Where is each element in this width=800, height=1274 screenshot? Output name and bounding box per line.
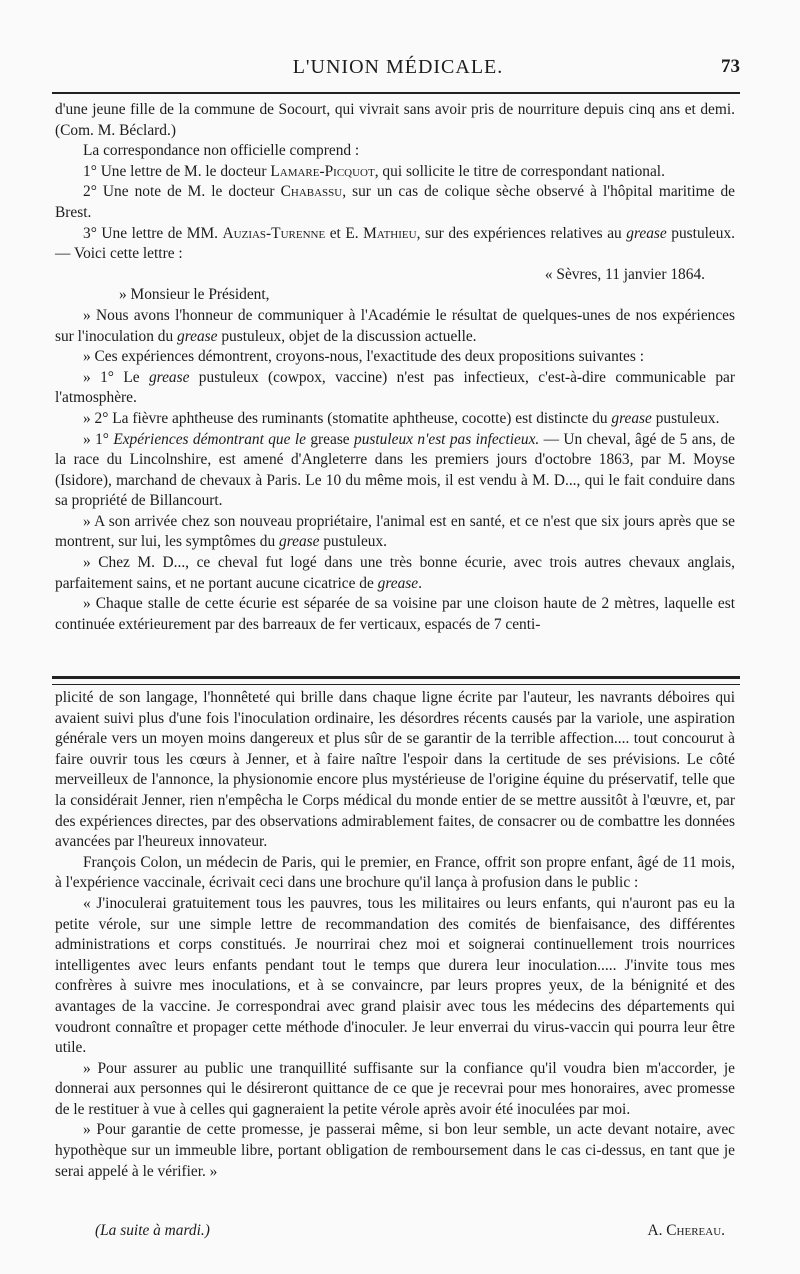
- paragraph: La correspondance non officielle comprend :: [83, 142, 360, 160]
- quoted-paragraph: » Pour garantie de cette promesse, je passerai même, si bon leur semble, un acte devant notaire, avec hypothèque sur un immeuble libre, portant obligation de remboursement dans le cas ci-dessus, en tant que je serai appelé à le vérifier. »: [55, 1121, 735, 1180]
- paragraph: » Nous avons l'honneur de communiquer à l'Académie le résultat de quelques-unes de nos expériences sur l'inoculation du grease pustuleux, objet de la discussion actuelle.: [55, 306, 735, 345]
- person-name: Chabassu: [280, 183, 343, 201]
- person-name: Mathieu: [363, 224, 417, 242]
- page-header: [56, 50, 740, 86]
- letter-dateline: « Sèvres, 11 janvier 1864.: [544, 265, 705, 283]
- person-name: Lamare-Picquot: [270, 162, 375, 180]
- page-number: 73: [721, 56, 740, 77]
- paragraph: » 1° Expériences démontrant que le grease pustuleux n'est pas infectieux. — Un cheval, âgé de 5 ans, de la race du Lincolnshire, est amené d'Angleterre dans les premiers jours d'octobre 1863, par M. Moyse (Isidore), marchand de chevaux à Paris. Le 10 du même mois, il est vendu à M. D..., qui le fait conduire dans sa propriété de Billancourt.: [55, 430, 735, 510]
- feuilleton-separator: [52, 676, 740, 685]
- paragraph: » A son arrivée chez son nouveau propriétaire, l'animal est en santé, et ce n'est que six jours après que se montrent, sur lui, les symptômes du grease pustuleux.: [55, 512, 735, 551]
- continuation-note: (La suite à mardi.): [95, 1222, 210, 1239]
- paragraph: 3° Une lettre de MM. Auzias-Turenne et E. Mathieu, sur des expériences relatives au grease pustuleux. — Voici cette lettre :: [55, 224, 735, 263]
- paragraph: » Ces expériences démontrent, croyons-nous, l'exactitude des deux propositions suivantes :: [83, 348, 644, 366]
- academy-proceedings-column: [55, 100, 735, 635]
- paragraph: » Chez M. D..., ce cheval fut logé dans une très bonne écurie, avec trois autres chevaux anglais, parfaitement sains, et ne portant aucune cicatrice de grease.: [55, 554, 735, 592]
- paragraph: » 1° Le grease pustuleux (cowpox, vaccine) n'est pas infectieux, c'est-à-dire communicable par l'atmosphère.: [55, 368, 736, 407]
- paragraph: » Chaque stalle de cette écurie est séparée de sa voisine par une cloison haute de 2 mètres, laquelle est continuée extérieurement par des barreaux de fer verticaux, espacés de 7 centi-: [55, 595, 735, 633]
- paragraph: François Colon, un médecin de Paris, qui le premier, en France, offrit son propre enfant, âgé de 11 mois, à l'expérience vaccinale, écrivait ceci dans une brochure qu'il lança à profusion dans le public :: [55, 853, 735, 892]
- paragraph: » 2° La fièvre aphtheuse des ruminants (stomatite aphtheuse, cocotte) est distincte du grease pustuleux.: [83, 409, 720, 427]
- feuilleton-column: [55, 688, 735, 1182]
- quoted-paragraph: « J'inoculerai gratuitement tous les pauvres, tous les militaires ou leurs enfants, qui n'auront pas eu la petite vérole, sur une simple lettre de recommandation des comités de bienfaisance, des différentes administrations et corps constitués. Je nourrirai chez moi et soignerai continuellement trois nourrices intelligentes avec leurs enfants pendant tout le temps que durera leur inoculation..... J'invite tous mes confrères à suivre mes inoculations, et à se convaincre, par leurs propres yeux, de la bénignité et des avantages de la vaccine. Je correspondrai avec grand plaisir avec tous les médecins des départements qui voudront connaître et propager cette méthode d'inoculer. Je leur enverrai du virus-vaccin qui pourra leur être utile.: [55, 894, 735, 1057]
- person-name: Auzias-Turenne: [222, 224, 326, 242]
- paragraph: d'une jeune fille de la commune de Socourt, qui vivrait sans avoir pris de nourriture depuis cinq ans et demi. (Com. M. Béclard.): [55, 101, 735, 139]
- letter-salutation: » Monsieur le Président,: [119, 286, 270, 304]
- paragraph: 2° Une note de M. le docteur Chabassu, sur un cas de colique sèche observé à l'hôpital maritime de Brest.: [55, 183, 735, 221]
- author-signature: A. Chereau.: [647, 1222, 725, 1239]
- journal-title: L'UNION MÉDICALE.: [292, 56, 504, 78]
- quoted-paragraph: » Pour assurer au public une tranquillité suffisante sur la confiance qu'il voudra bien m'accorder, je donnerai aux personnes qui le désireront quittance de ce que je recevrai pour mes honoraires, avec promesse de le restituer à vue à celles qui gagneraient la petite vérole après avoir été inoculées par moi.: [55, 1059, 735, 1118]
- header-rule: [52, 92, 740, 94]
- paragraph: plicité de son langage, l'honnêteté qui brille dans chaque ligne écrite par l'auteur, les navrants déboires qui avaient suivi plus d'une fois l'inoculation ordinaire, les désordres récents causés par la variole, une aspiration générale vers un moyen moins dangereux et plus sûr de se garantir de la terrible affection.... tout concourut à faire ouvrir tous les cœurs à Jenner, et à faire naître l'espoir dans la certitude de ses prévisions. Le côté merveilleux de l'annonce, la physionomie encore plus mystérieuse de l'origine équine du préservatif, telle que la considérait Jenner, rien n'empêcha le Corps médical du monde entier de se mettre aussitôt à l'œuvre, et, par des expériences directes, par des observations admirablement faites, de consacrer ou de combattre les données avancées par l'heureux innovateur.: [55, 689, 735, 851]
- paragraph: 1° Une lettre de M. le docteur Lamare-Picquot, qui sollicite le titre de correspondant national.: [83, 162, 665, 180]
